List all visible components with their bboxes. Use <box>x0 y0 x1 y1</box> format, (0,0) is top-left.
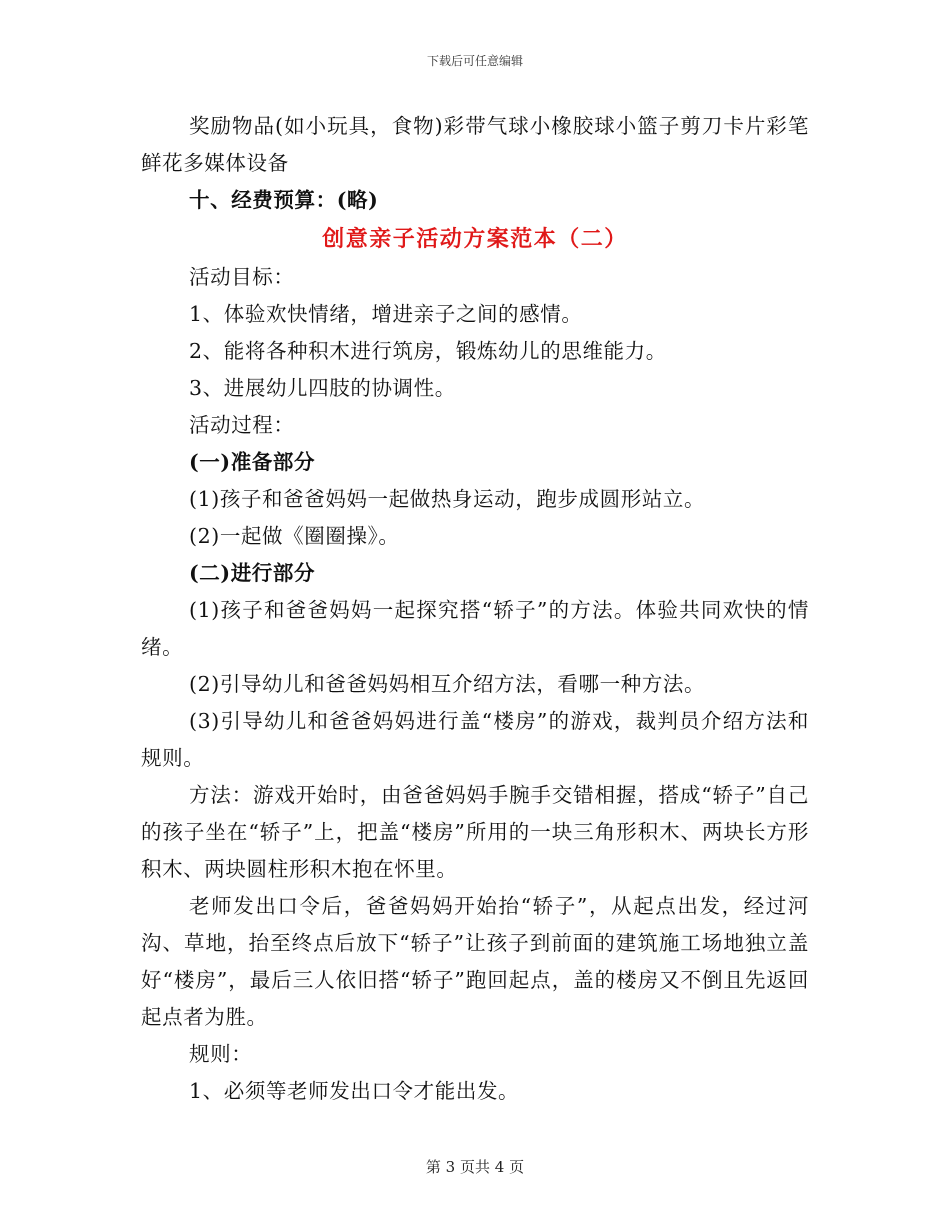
prep-part-heading: (一)准备部分 <box>189 450 316 474</box>
method-paragraph: 方法：游戏开始时，由爸爸妈妈手腕手交错相握，搭成“轿子”自己的孩子坐在“轿子”上，把盖“楼房”所用的一块三角形积木、两块长方形积木、两块圆柱形积木抱在怀里。 <box>141 783 809 881</box>
goals-heading: 活动目标： <box>189 265 295 289</box>
main-part-heading: (二)进行部分 <box>189 561 316 585</box>
prep-step-1: (1)孩子和爸爸妈妈一起做热身运动，跑步成圆形站立。 <box>189 487 706 511</box>
rule-item-1: 1、必须等老师发出口令才能出发。 <box>189 1079 520 1103</box>
main-step-2: (2)引导幼儿和爸爸妈妈相互介绍方法，看哪一种方法。 <box>189 672 706 696</box>
process-heading: 活动过程： <box>189 413 295 437</box>
main-step-1: (1)孩子和爸爸妈妈一起探究搭“轿子”的方法。体验共同欢快的情绪。 <box>141 598 809 659</box>
procedure-paragraph: 老师发出口令后，爸爸妈妈开始抬“轿子”，从起点出发，经过河沟、草地，抬至终点后放下“轿子”让孩子到前面的建筑施工场地独立盖好“楼房”，最后三人依旧搭“轿子”跑回起点，盖的楼房又不倒且先返回起点者为胜。 <box>141 894 809 1029</box>
main-step-3: (3)引导幼儿和爸爸妈妈进行盖“楼房”的游戏，裁判员介绍方法和规则。 <box>141 709 809 770</box>
document-body <box>141 108 809 1110</box>
prep-step-2: (2)一起做《圈圈操》。 <box>189 524 400 548</box>
section-title: 创意亲子活动方案范本（二） <box>322 226 628 252</box>
goal-item-2: 2、能将各种积木进行筑房，锻炼幼儿的思维能力。 <box>189 339 667 363</box>
page-header: 下载后可任意编辑 <box>426 54 523 68</box>
goal-item-3: 3、进展幼儿四肢的协调性。 <box>189 376 456 400</box>
rules-heading: 规则： <box>189 1042 253 1066</box>
budget-heading: 十、经费预算：(略) <box>189 188 379 212</box>
goal-item-1: 1、体验欢快情绪，增进亲子之间的感情。 <box>189 302 583 326</box>
page-footer: 第 3 页共 4 页 <box>425 1158 525 1176</box>
materials-paragraph: 奖励物品(如小玩具，食物)彩带气球小橡胶球小篮子剪刀卡片彩笔鲜花多媒体设备 <box>141 114 809 175</box>
